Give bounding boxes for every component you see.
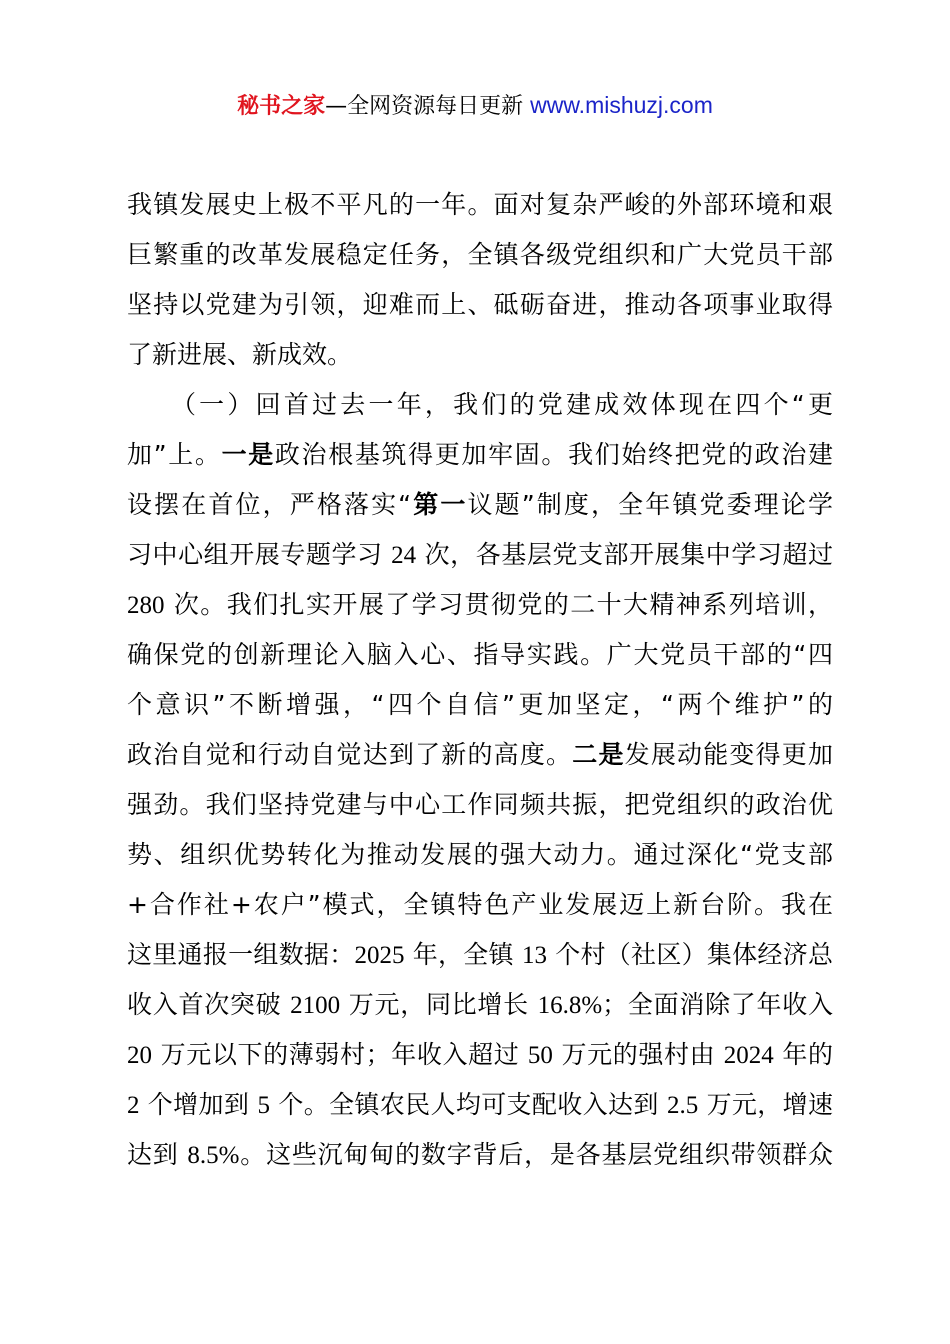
number-text: 16.8% <box>537 992 603 1019</box>
text-segment: +合作社+农户”模式，全镇特色产业发展迈上新台阶。我在 <box>127 890 833 919</box>
emphasis-text: 第一 <box>411 490 468 519</box>
text-segment: 个意识”不断增强，“四个自信”更加坚定，“两个维护”的 <box>127 690 833 719</box>
text-segment: 我镇发展史上极不平凡的一年。面对复杂严峻的外部环境和艰 <box>127 190 833 219</box>
text-segment: 政治根基筑得更加牢固。我们始终把党的政治建 <box>274 440 833 469</box>
text-segment: 议题”制度，全年镇党委理论学 <box>467 490 833 519</box>
number-text: 13 <box>522 942 548 969</box>
text-segment: 坚持以党建为引领，迎难而上、砥砺奋进，推动各项事业取得 <box>127 290 833 319</box>
text-line <box>127 430 833 480</box>
text-segment: 习中心组开展专题学习 <box>127 540 392 569</box>
number-text: 2025 <box>354 942 405 969</box>
text-segment: 个增加到 <box>139 1090 258 1119</box>
site-header <box>0 88 950 124</box>
text-segment: 个村（社区）集体经济总 <box>547 940 833 969</box>
number-text: 2 <box>127 1092 140 1119</box>
text-segment: 加”上。 <box>127 440 222 469</box>
text-line <box>127 1130 833 1180</box>
text-line <box>127 580 833 630</box>
paragraph-start-line <box>127 380 833 430</box>
number-text: 2024 <box>723 1042 774 1069</box>
number-text: 5 <box>257 1092 271 1119</box>
text-line <box>127 280 833 330</box>
brand-name: 秘书之家 <box>237 94 326 119</box>
text-line <box>127 730 833 780</box>
text-line <box>127 880 833 930</box>
number-text: 50 <box>527 1042 553 1069</box>
text-segment: 。这些沉甸甸的数字背后，是各基层党组织带领群众 <box>239 1140 833 1169</box>
number-text: 280 <box>127 592 165 619</box>
header-tagline: —全网资源每日更新 <box>325 94 531 119</box>
text-line <box>127 780 833 830</box>
text-segment: 万元，同比增长 <box>340 990 538 1019</box>
text-line <box>127 330 833 380</box>
text-segment: 政治自觉和行动自觉达到了新的高度。 <box>127 740 573 769</box>
text-segment: 强劲。我们坚持党建与中心工作同频共振，把党组织的政治优 <box>127 790 833 819</box>
text-segment: 势、组织优势转化为推动发展的强大动力。通过深化“党支部 <box>127 840 833 869</box>
text-segment: 收入首次突破 <box>127 990 291 1019</box>
number-text: 20 <box>127 1042 152 1069</box>
text-line <box>127 1030 833 1080</box>
text-segment: 万元，增速 <box>698 1090 833 1119</box>
emphasis-text: 一是 <box>221 440 275 469</box>
text-segment: （一）回首过去一年，我们的党建成效体现在四个“更 <box>127 390 833 419</box>
text-line <box>127 830 833 880</box>
text-segment: 了新进展、新成效。 <box>127 340 353 369</box>
text-segment: 次。我们扎实开展了学习贯彻党的二十大精神系列培训， <box>164 590 833 619</box>
text-segment: 发展动能变得更加 <box>624 740 833 769</box>
text-segment: 万元以下的薄弱村；年收入超过 <box>152 1040 528 1069</box>
text-segment: 确保党的创新理论入脑入心、指导实践。广大党员干部的“四 <box>127 640 833 669</box>
text-segment: 年的 <box>773 1040 833 1069</box>
text-line <box>127 630 833 680</box>
site-url-link[interactable]: www.mishuzj.com <box>530 92 713 118</box>
text-line <box>127 930 833 980</box>
text-segment: 设摆在首位，严格落实“ <box>127 490 412 519</box>
text-segment: 个。全镇农民人均可支配收入达到 <box>270 1090 668 1119</box>
emphasis-text: 二是 <box>572 740 625 769</box>
text-line <box>127 1080 833 1130</box>
text-segment: 这里通报一组数据： <box>127 940 355 969</box>
number-text: 2.5 <box>667 1092 699 1119</box>
text-segment: ；全面消除了年收入 <box>602 990 833 1019</box>
text-segment: 万元的强村由 <box>552 1040 724 1069</box>
text-line <box>127 180 833 230</box>
text-line <box>127 530 833 580</box>
number-text: 24 <box>391 542 417 569</box>
text-segment: 巨繁重的改革发展稳定任务，全镇各级党组织和广大党员干部 <box>127 240 833 269</box>
text-segment: 达到 <box>127 1140 188 1169</box>
number-text: 8.5% <box>187 1142 240 1169</box>
text-line <box>127 980 833 1030</box>
text-line <box>127 230 833 280</box>
number-text: 2100 <box>290 992 341 1019</box>
text-line <box>127 680 833 730</box>
text-segment: 次，各基层党支部开展集中学习超过 <box>416 540 833 569</box>
text-line <box>127 480 833 530</box>
document-body <box>127 180 833 1180</box>
text-segment: 年，全镇 <box>404 940 523 969</box>
